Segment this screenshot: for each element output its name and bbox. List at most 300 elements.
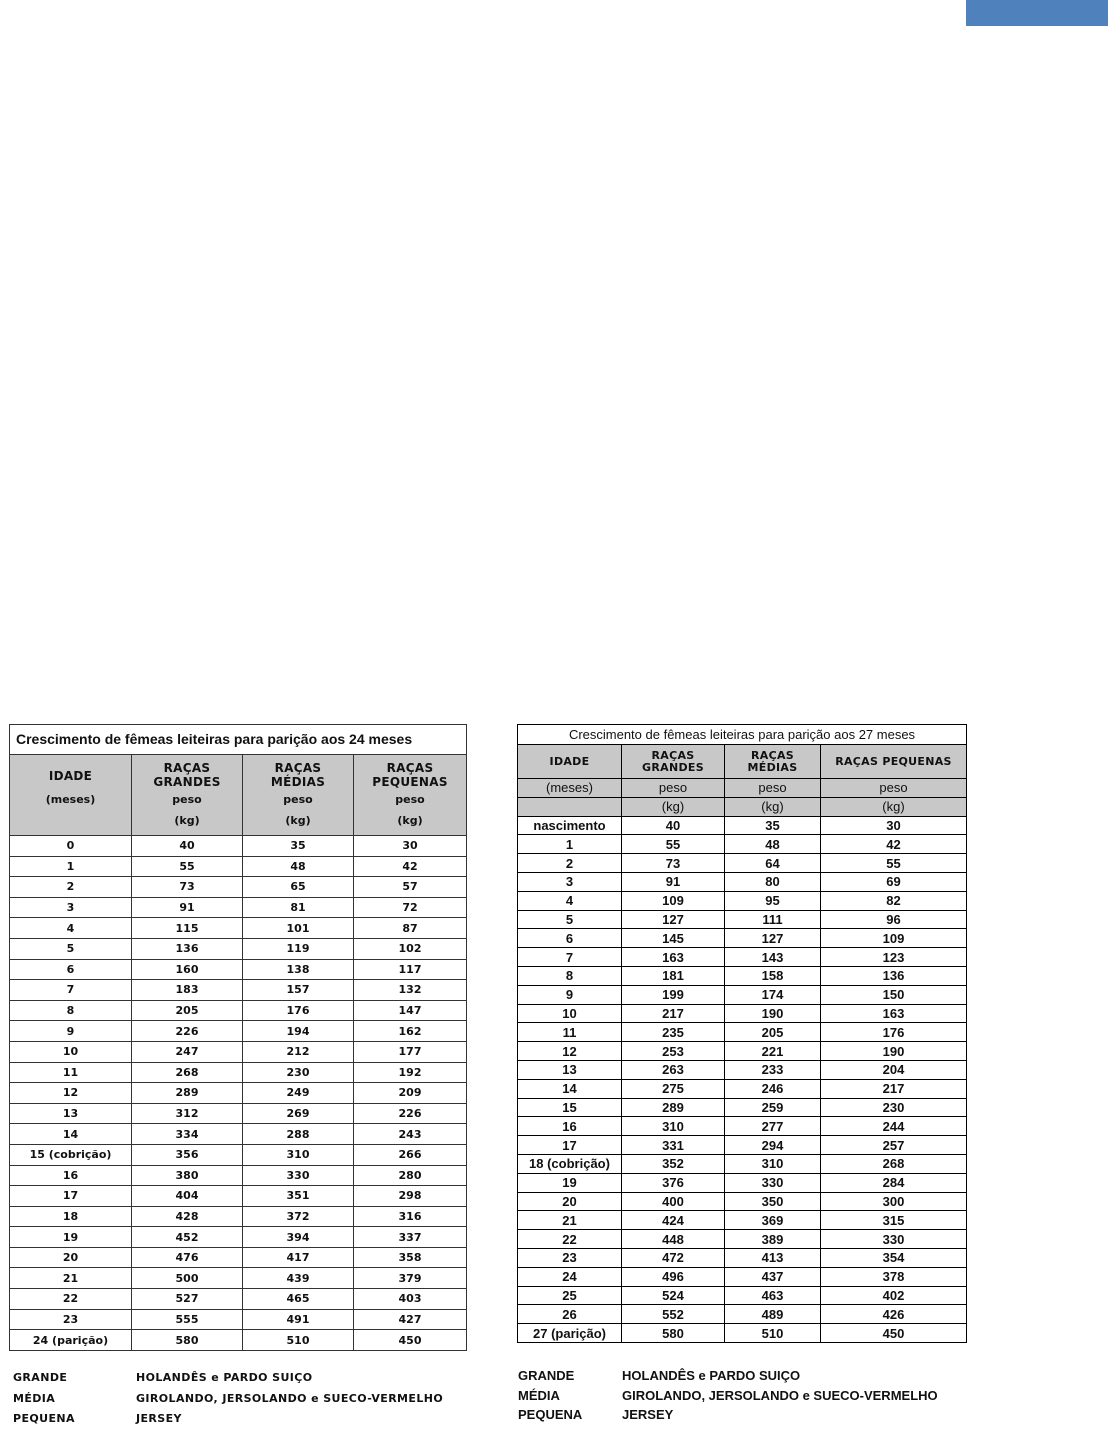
table-row [518,1136,967,1155]
table-row [10,1103,467,1124]
legend-item [518,1386,938,1406]
cell-idade: 14 [518,1079,622,1098]
header-grandes-peso: peso [622,779,725,798]
corner-color-tab [966,0,1108,26]
cell-grandes: 163 [622,948,725,967]
cell-grandes: 289 [622,1098,725,1117]
header-medias-kg: (kg) [285,814,311,827]
cell-grandes: 136 [132,938,243,959]
cell-idade: 8 [518,966,622,985]
cell-grandes: 448 [622,1230,725,1249]
cell-medias: 417 [243,1247,354,1268]
cell-idade: 21 [10,1268,132,1289]
header-pequenas-label: RAÇAS PEQUENAS [372,761,448,789]
cell-grandes: 500 [132,1268,243,1289]
table-row [10,980,467,1001]
table-row [10,959,467,980]
cell-grandes: 247 [132,1041,243,1062]
table-row [10,1144,467,1165]
cell-grandes: 580 [132,1330,243,1351]
table-row [10,1206,467,1227]
cell-pequenas: 354 [821,1248,967,1267]
table-title-row [10,725,467,755]
cell-medias: 143 [725,948,821,967]
cell-grandes: 55 [622,835,725,854]
table-row [518,1117,967,1136]
cell-medias: 194 [243,1021,354,1042]
cell-medias: 190 [725,1004,821,1023]
cell-pequenas: 379 [354,1268,467,1289]
cell-pequenas: 358 [354,1247,467,1268]
legend-size-label: MÉDIA [518,1387,560,1403]
cell-grandes: 424 [622,1211,725,1230]
header-grandes-kg: (kg) [174,814,200,827]
cell-pequenas: 109 [821,929,967,948]
cell-grandes: 527 [132,1289,243,1310]
cell-idade: 20 [10,1247,132,1268]
cell-pequenas: 136 [821,966,967,985]
table-title: Crescimento de fêmeas leiteiras para parição aos 24 meses [10,725,467,755]
cell-medias: 48 [243,856,354,877]
cell-pequenas: 243 [354,1124,467,1145]
table-row [10,1021,467,1042]
cell-medias: 489 [725,1305,821,1324]
header-medias-label: RAÇAS MÉDIAS [725,745,821,779]
table-row [10,856,467,877]
cell-grandes: 91 [622,872,725,891]
table-row [518,929,967,948]
table-row [518,1230,967,1249]
table-row [518,816,967,835]
table-header-row [10,755,467,836]
table-row [518,835,967,854]
header-medias [243,755,354,836]
cell-idade: 27 (parição) [518,1324,622,1343]
cell-idade: 7 [10,980,132,1001]
breed-legend-27 [518,1366,938,1425]
header-pequenas [354,755,467,836]
cell-idade: 0 [10,836,132,857]
table-row [518,1267,967,1286]
cell-idade: 16 [10,1165,132,1186]
cell-grandes: 376 [622,1173,725,1192]
cell-idade: 3 [10,897,132,918]
cell-grandes: 334 [132,1124,243,1145]
header-pequenas-kg: (kg) [397,814,423,827]
table-row [10,1165,467,1186]
cell-medias: 246 [725,1079,821,1098]
cell-medias: 138 [243,959,354,980]
cell-idade: 17 [10,1186,132,1207]
legend-breeds: GIROLANDO, JERSOLANDO e SUECO-VERMELHO [136,1391,444,1405]
cell-grandes: 217 [622,1004,725,1023]
cell-grandes: 115 [132,918,243,939]
table-row [10,1083,467,1104]
cell-idade: 10 [518,1004,622,1023]
legend-item [13,1368,443,1389]
cell-grandes: 109 [622,891,725,910]
cell-grandes: 127 [622,910,725,929]
cell-pequenas: 402 [821,1286,967,1305]
cell-grandes: 400 [622,1192,725,1211]
cell-grandes: 73 [622,854,725,873]
cell-idade: 12 [518,1042,622,1061]
legend-size-label: MÉDIA [13,1391,56,1405]
table-header-kg-row [518,797,967,816]
cell-idade: 26 [518,1305,622,1324]
cell-medias: 205 [725,1023,821,1042]
legend-breeds: HOLANDÊS e PARDO SUIÇO [622,1368,801,1383]
cell-pequenas: 230 [821,1098,967,1117]
table-row [10,1330,467,1351]
header-idade-unit: (meses) [45,793,96,806]
cell-idade: 11 [518,1023,622,1042]
cell-medias: 259 [725,1098,821,1117]
cell-pequenas: 82 [821,891,967,910]
legend-size-label: PEQUENA [518,1407,583,1422]
table-row [518,1173,967,1192]
cell-pequenas: 426 [821,1305,967,1324]
cell-pequenas: 123 [821,948,967,967]
cell-grandes: 289 [132,1083,243,1104]
cell-idade: 25 [518,1286,622,1305]
cell-grandes: 55 [132,856,243,877]
cell-grandes: 496 [622,1267,725,1286]
cell-grandes: 205 [132,1000,243,1021]
table-row [10,897,467,918]
cell-idade: 23 [10,1309,132,1330]
legend-breeds: JERSEY [136,1412,182,1425]
table-row [10,1268,467,1289]
legend-breeds: GIROLANDO, JERSOLANDO e SUECO-VERMELHO [622,1387,938,1403]
cell-medias: 176 [243,1000,354,1021]
cell-pequenas: 268 [821,1154,967,1173]
cell-pequenas: 427 [354,1309,467,1330]
cell-pequenas: 96 [821,910,967,929]
cell-pequenas: 117 [354,959,467,980]
header-idade-unit: (meses) [518,779,622,798]
cell-idade: 6 [518,929,622,948]
cell-pequenas: 42 [354,856,467,877]
legend-item [13,1389,443,1410]
cell-idade: 5 [10,938,132,959]
header-pequenas-kg: (kg) [821,797,967,816]
table-row [10,1062,467,1083]
cell-grandes: 356 [132,1144,243,1165]
header-grandes [132,755,243,836]
cell-idade: 22 [10,1289,132,1310]
cell-idade: 20 [518,1192,622,1211]
table-row [10,1289,467,1310]
cell-pequenas: 102 [354,938,467,959]
header-pequenas-peso: peso [821,779,967,798]
cell-grandes: 275 [622,1079,725,1098]
cell-pequenas: 315 [821,1211,967,1230]
cell-pequenas: 163 [821,1004,967,1023]
header-pequenas-peso: peso [395,793,425,806]
cell-medias: 48 [725,835,821,854]
table-title: Crescimento de fêmeas leiteiras para parição aos 27 meses [518,725,967,745]
header-medias-peso: peso [283,793,313,806]
cell-idade: 10 [10,1041,132,1062]
cell-medias: 463 [725,1286,821,1305]
cell-medias: 95 [725,891,821,910]
cell-pequenas: 132 [354,980,467,1001]
cell-medias: 439 [243,1268,354,1289]
cell-idade: nascimento [518,816,622,835]
cell-grandes: 263 [622,1060,725,1079]
cell-idade: 24 (parição) [10,1330,132,1351]
cell-grandes: 253 [622,1042,725,1061]
cell-medias: 465 [243,1289,354,1310]
cell-idade: 18 (cobrição) [518,1154,622,1173]
cell-medias: 80 [725,872,821,891]
cell-pequenas: 257 [821,1136,967,1155]
table-row [518,948,967,967]
cell-pequenas: 284 [821,1173,967,1192]
cell-medias: 35 [725,816,821,835]
cell-medias: 111 [725,910,821,929]
cell-pequenas: 57 [354,877,467,898]
cell-pequenas: 30 [354,836,467,857]
cell-pequenas: 378 [821,1267,967,1286]
cell-pequenas: 55 [821,854,967,873]
breed-legend-24 [13,1368,443,1430]
cell-idade: 4 [10,918,132,939]
growth-table-24-months [9,724,467,1351]
table-row [10,1309,467,1330]
legend-item [518,1405,938,1425]
table-row [518,1042,967,1061]
cell-idade: 14 [10,1124,132,1145]
cell-idade: 19 [518,1173,622,1192]
cell-pequenas: 403 [354,1289,467,1310]
cell-medias: 101 [243,918,354,939]
table-row [518,1192,967,1211]
table-row [518,891,967,910]
cell-idade: 18 [10,1206,132,1227]
table-row [10,877,467,898]
cell-pequenas: 69 [821,872,967,891]
cell-medias: 330 [725,1173,821,1192]
header-medias-peso: peso [725,779,821,798]
cell-idade: 7 [518,948,622,967]
table-row [518,1324,967,1343]
cell-grandes: 181 [622,966,725,985]
table-row [10,1186,467,1207]
legend-item [13,1409,443,1430]
cell-pequenas: 150 [821,985,967,1004]
legend-item [518,1366,938,1386]
cell-grandes: 73 [132,877,243,898]
cell-medias: 413 [725,1248,821,1267]
header-pequenas-label: RAÇAS PEQUENAS [821,745,967,779]
cell-grandes: 226 [132,1021,243,1042]
cell-idade: 15 (cobrição) [10,1144,132,1165]
cell-pequenas: 226 [354,1103,467,1124]
cell-pequenas: 300 [821,1192,967,1211]
cell-grandes: 331 [622,1136,725,1155]
table-title-row [518,725,967,745]
cell-pequenas: 30 [821,816,967,835]
table-row [518,1079,967,1098]
cell-grandes: 352 [622,1154,725,1173]
cell-idade: 11 [10,1062,132,1083]
table-row [10,1227,467,1248]
cell-idade: 9 [518,985,622,1004]
cell-medias: 369 [725,1211,821,1230]
cell-pequenas: 87 [354,918,467,939]
cell-medias: 310 [243,1144,354,1165]
cell-pequenas: 330 [821,1230,967,1249]
cell-medias: 221 [725,1042,821,1061]
cell-medias: 81 [243,897,354,918]
cell-pequenas: 209 [354,1083,467,1104]
cell-medias: 233 [725,1060,821,1079]
cell-medias: 288 [243,1124,354,1145]
cell-grandes: 40 [132,836,243,857]
cell-pequenas: 266 [354,1144,467,1165]
cell-idade: 24 [518,1267,622,1286]
cell-medias: 351 [243,1186,354,1207]
cell-medias: 372 [243,1206,354,1227]
cell-pequenas: 217 [821,1079,967,1098]
cell-medias: 294 [725,1136,821,1155]
cell-medias: 437 [725,1267,821,1286]
cell-medias: 350 [725,1192,821,1211]
table-row [10,1000,467,1021]
cell-idade: 16 [518,1117,622,1136]
cell-grandes: 404 [132,1186,243,1207]
cell-idade: 21 [518,1211,622,1230]
cell-grandes: 524 [622,1286,725,1305]
cell-grandes: 580 [622,1324,725,1343]
table-header-unit-row [518,779,967,798]
cell-idade: 8 [10,1000,132,1021]
table-row [10,1124,467,1145]
cell-idade: 19 [10,1227,132,1248]
cell-idade: 5 [518,910,622,929]
table-header-row [518,745,967,779]
cell-grandes: 476 [132,1247,243,1268]
cell-grandes: 145 [622,929,725,948]
table-row [518,985,967,1004]
table-row [518,1248,967,1267]
cell-medias: 330 [243,1165,354,1186]
cell-idade: 13 [10,1103,132,1124]
table-row [518,1305,967,1324]
cell-medias: 510 [243,1330,354,1351]
cell-pequenas: 176 [821,1023,967,1042]
cell-grandes: 312 [132,1103,243,1124]
legend-breeds: JERSEY [622,1407,674,1422]
cell-medias: 491 [243,1309,354,1330]
cell-pequenas: 72 [354,897,467,918]
cell-idade: 3 [518,872,622,891]
cell-grandes: 380 [132,1165,243,1186]
growth-table-27-months [517,724,967,1343]
cell-medias: 249 [243,1083,354,1104]
cell-grandes: 552 [622,1305,725,1324]
cell-idade: 9 [10,1021,132,1042]
cell-medias: 158 [725,966,821,985]
table-row [518,910,967,929]
cell-grandes: 199 [622,985,725,1004]
cell-idade: 22 [518,1230,622,1249]
cell-medias: 394 [243,1227,354,1248]
cell-medias: 157 [243,980,354,1001]
cell-medias: 212 [243,1041,354,1062]
header-grandes-label: RAÇAS GRANDES [153,761,221,789]
header-medias-label: RAÇAS MÉDIAS [270,761,326,789]
cell-pequenas: 337 [354,1227,467,1248]
cell-pequenas: 450 [821,1324,967,1343]
table-row [10,918,467,939]
cell-pequenas: 450 [354,1330,467,1351]
header-idade-label: IDADE [48,769,93,783]
cell-idade: 23 [518,1248,622,1267]
cell-idade: 1 [518,835,622,854]
cell-grandes: 310 [622,1117,725,1136]
cell-idade: 17 [518,1136,622,1155]
cell-medias: 35 [243,836,354,857]
cell-medias: 174 [725,985,821,1004]
cell-medias: 119 [243,938,354,959]
table-row [10,1041,467,1062]
cell-medias: 310 [725,1154,821,1173]
cell-medias: 64 [725,854,821,873]
legend-breeds: HOLANDÊS e PARDO SUIÇO [136,1371,313,1384]
header-idade [10,755,132,836]
header-grandes-label: RAÇAS GRANDES [622,745,725,779]
table-row [518,1060,967,1079]
table-row [518,1098,967,1117]
cell-medias: 127 [725,929,821,948]
legend-size-label: PEQUENA [13,1412,75,1425]
header-medias-kg: (kg) [725,797,821,816]
cell-grandes: 235 [622,1023,725,1042]
cell-medias: 230 [243,1062,354,1083]
cell-medias: 269 [243,1103,354,1124]
cell-medias: 65 [243,877,354,898]
cell-idade: 2 [10,877,132,898]
cell-pequenas: 298 [354,1186,467,1207]
table-row [10,836,467,857]
cell-pequenas: 147 [354,1000,467,1021]
cell-pequenas: 162 [354,1021,467,1042]
cell-idade: 4 [518,891,622,910]
table-row [10,1247,467,1268]
table-row [518,1286,967,1305]
cell-grandes: 40 [622,816,725,835]
table-row [518,1004,967,1023]
table-row [518,1211,967,1230]
cell-medias: 510 [725,1324,821,1343]
cell-grandes: 428 [132,1206,243,1227]
cell-pequenas: 190 [821,1042,967,1061]
legend-size-label: GRANDE [13,1371,68,1384]
cell-grandes: 555 [132,1309,243,1330]
header-grandes-peso: peso [172,793,202,806]
cell-idade: 6 [10,959,132,980]
legend-size-label: GRANDE [518,1368,575,1383]
table-row [518,1023,967,1042]
cell-medias: 277 [725,1117,821,1136]
table-row [518,966,967,985]
cell-grandes: 268 [132,1062,243,1083]
cell-medias: 389 [725,1230,821,1249]
cell-grandes: 160 [132,959,243,980]
